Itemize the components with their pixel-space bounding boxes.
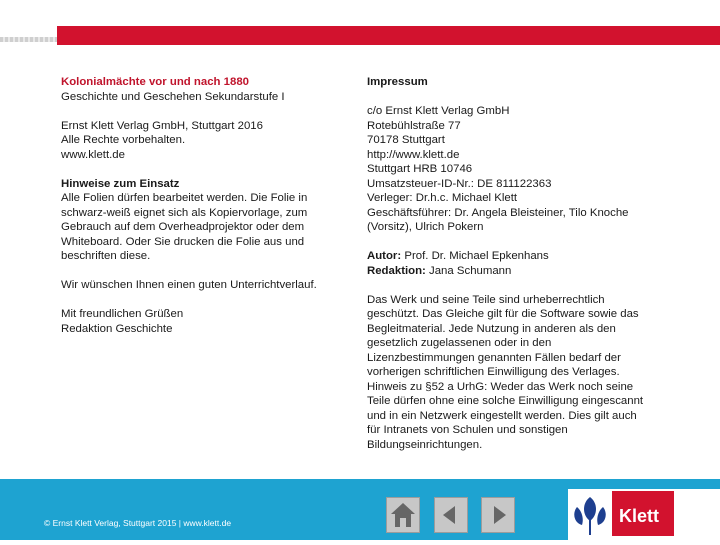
address-line: http://www.klett.de bbox=[367, 148, 460, 161]
header-red-bar bbox=[57, 26, 720, 45]
next-slide-button[interactable] bbox=[481, 497, 515, 533]
copyright-line: Das Werk und seine Teile sind urheberrechtlich bbox=[367, 293, 605, 306]
copyright-line: vorherigen schriftlichen Einwilligung des Verlages. bbox=[367, 366, 620, 378]
copyright-line: Begleitmaterial. Jede Nutzung in anderen als den bbox=[367, 322, 616, 335]
address-line: 70178 Stuttgart bbox=[367, 134, 445, 146]
address-line: (Vorsitz), Ulrich Pokern bbox=[367, 221, 484, 233]
author-name: Prof. Dr. Michael Epkenhans bbox=[404, 250, 549, 262]
hints-heading: Hinweise zum Einsatz bbox=[61, 177, 180, 190]
copyright-line: Bildungseinrichtungen. bbox=[367, 438, 483, 451]
address-line: Geschäftsführer: Dr. Angela Bleisteiner, Tilo Knoche bbox=[367, 206, 629, 219]
address-line: Verleger: Dr.h.c. Michael Klett bbox=[367, 192, 518, 204]
editor-label: Redaktion: bbox=[367, 264, 426, 277]
left-column bbox=[61, 75, 341, 336]
publisher-line: Ernst Klett Verlag GmbH, Stuttgart 2016 bbox=[61, 119, 263, 132]
footer-copyright: © Ernst Klett Verlag, Stuttgart 2015 | www.klett.de bbox=[44, 518, 232, 528]
hints-line: Whiteboard. Oder Sie drucken die Folie aus und bbox=[61, 235, 305, 248]
copyright-line: und in ein Netzwerk eingestellt werden. Dies gilt auch bbox=[367, 409, 637, 422]
copyright-line: gesetzlich zugelassenen oder in den bbox=[367, 337, 552, 349]
copyright-line: geschützt. Das Gleiche gilt für die Software sowie das bbox=[367, 308, 639, 320]
editor-name: Jana Schumann bbox=[429, 264, 512, 277]
home-icon bbox=[387, 498, 419, 532]
author-line bbox=[367, 249, 672, 264]
copyright-line: Lizenzbestimmungen genannten Fällen bedarf der bbox=[367, 351, 621, 364]
wish-text: Wir wünschen Ihnen einen guten Unterrichtverlauf. bbox=[61, 279, 317, 291]
impressum-heading: Impressum bbox=[367, 76, 428, 88]
right-column bbox=[367, 75, 672, 452]
editor-line bbox=[367, 264, 672, 279]
klett-flower-icon bbox=[568, 489, 612, 540]
hints-line: Gebrauch auf dem Overheadprojektor oder dem bbox=[61, 221, 305, 233]
hints-line: schwarz-weiß eignet sich als Kopiervorlage, zum bbox=[61, 206, 308, 219]
home-button[interactable] bbox=[386, 497, 420, 533]
greeting-line: Redaktion Geschichte bbox=[61, 322, 173, 335]
hints-line: beschriften diese. bbox=[61, 250, 151, 262]
copyright-line: Hinweis zu §52 a UrhG: Weder das Werk noch seine bbox=[367, 380, 634, 393]
address-line: c/o Ernst Klett Verlag GmbH bbox=[367, 105, 510, 117]
greeting-line: Mit freundlichen Grüßen bbox=[61, 308, 184, 320]
copyright-line: Teile dürfen ohne eine solche Einwilligung eingescannt bbox=[367, 395, 644, 407]
hints-line: Alle Folien dürfen bearbeitet werden. Die Folie in bbox=[61, 192, 308, 204]
previous-slide-button[interactable] bbox=[434, 497, 468, 533]
arrow-right-icon bbox=[482, 498, 514, 532]
address-line: Stuttgart HRB 10746 bbox=[367, 163, 473, 175]
publisher-line: Alle Rechte vorbehalten. bbox=[61, 134, 186, 146]
address-line: Umsatzsteuer-ID-Nr.: DE 811122363 bbox=[367, 177, 552, 190]
publisher-line: www.klett.de bbox=[61, 148, 125, 161]
author-label: Autor: bbox=[367, 250, 402, 262]
klett-logo-text: Klett bbox=[619, 506, 659, 526]
slide-title: Kolonialmächte vor und nach 1880 bbox=[61, 76, 249, 88]
address-line: Rotebühlstraße 77 bbox=[367, 119, 461, 132]
slide-subtitle: Geschichte und Geschehen Sekundarstufe I bbox=[61, 90, 285, 103]
copyright-line: für Intranets von Schulen und sonstigen bbox=[367, 424, 568, 436]
arrow-left-icon bbox=[435, 498, 467, 532]
